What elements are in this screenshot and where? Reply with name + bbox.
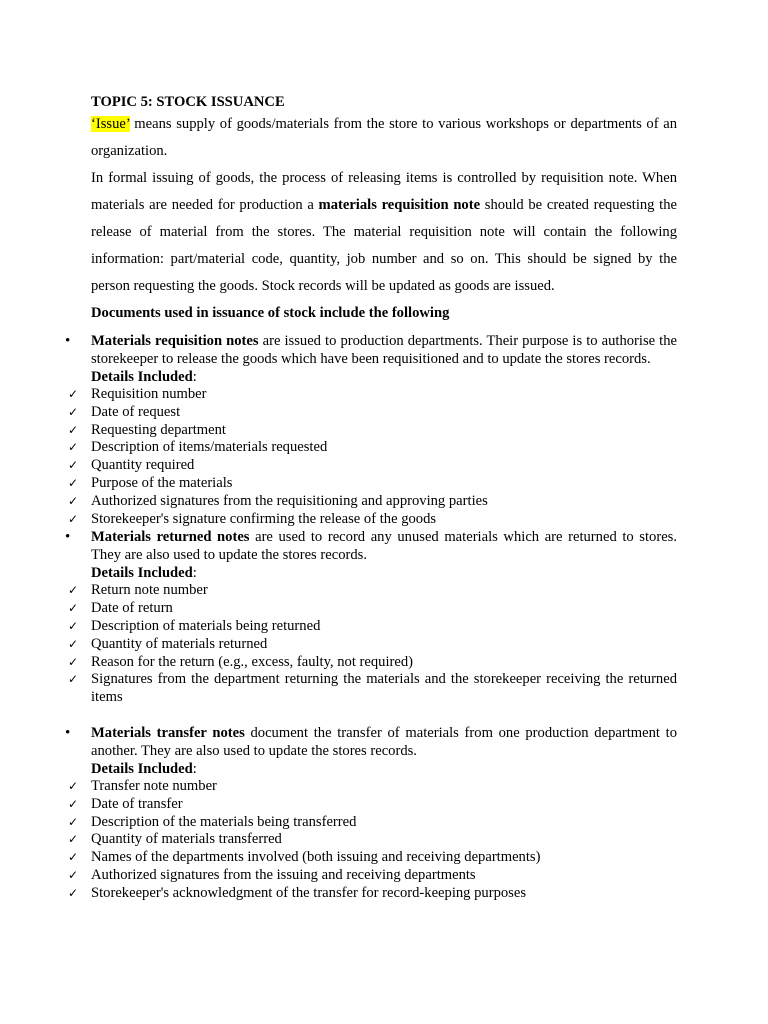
checkmark-icon: ✓ [68,475,79,490]
list-item [68,831,677,849]
details-included-label [91,564,677,582]
list-item [68,600,677,618]
requisition-notes-bullet [65,332,677,368]
formal-issuing-text-before: In formal issuing of goods, the process of releasing items is controlled by requisition note. When materials are needed for production a [91,170,677,213]
list-item-text: Requisition number [91,386,207,402]
list-item [68,582,677,600]
list-item-text: Description of the materials being transferred [91,813,357,830]
checkmark-icon: ✓ [68,511,79,526]
list-item [68,457,677,475]
bullet-icon: • [65,724,71,741]
list-item-text: Quantity of materials transferred [91,831,282,848]
list-item-text: Storekeeper's acknowledgment of the transfer for record-keeping purposes [91,884,527,901]
list-item-text: Date of transfer [91,795,183,812]
list-item-text: Reason for the return (e.g., excess, faulty, not required) [91,653,414,670]
list-item [68,403,677,422]
list-item [68,492,677,511]
list-item-text: Date of return [91,600,173,617]
list-item [68,795,677,814]
requisition-notes-term: Materials requisition notes [91,333,259,349]
checkmark-icon: ✓ [68,867,79,882]
list-item [68,474,677,493]
list-item [68,386,677,404]
checkmark-icon: ✓ [68,458,79,473]
formal-issuing-paragraph [91,165,677,300]
returned-notes-bullet [65,528,678,564]
checkmark-icon: ✓ [68,493,79,508]
page-title: TOPIC 5: STOCK ISSUANCE [91,94,285,110]
formal-issuing-text-after: should be created requesting the release of material from the stores. The material requisition note will contain the following information: part/material code, quantity, job number and so on. This should be signed by the person requesting the goods. Stock records will be updated as goods are issued. [91,197,677,294]
issue-term-highlight: ‘Issue’ [91,116,130,132]
checkmark-icon: ✓ [68,440,79,455]
checkmark-icon: ✓ [68,618,79,633]
list-item-text: Description of items/materials requested [91,439,328,456]
checkmark-icon: ✓ [68,387,79,401]
checkmark-icon: ✓ [68,885,79,900]
details-colon: : [192,760,197,777]
list-item [68,671,677,707]
checkmark-icon: ✓ [68,832,79,847]
transfer-notes-desc: document the transfer of materials from one production department to another. They are also used to update the stores records. [91,724,677,759]
returned-notes-term: Materials returned notes [91,529,250,546]
list-item [68,439,677,457]
list-item [68,635,677,654]
list-item [68,813,677,832]
list-item [68,884,677,903]
transfer-notes-bullet [65,724,677,760]
checkmark-icon: ✓ [68,814,79,829]
details-included-label [91,368,677,386]
document-content [65,93,678,903]
checkmark-icon: ✓ [68,583,79,598]
details-label-text: Details Included [91,369,193,385]
list-item-text: Quantity required [91,457,195,474]
requisition-notes-section [65,332,677,528]
checkmark-icon: ✓ [68,654,79,669]
checkmark-icon: ✓ [68,404,79,419]
list-item-text: Purpose of the materials [91,474,233,491]
list-item-text: Description of materials being returned [91,617,321,634]
list-item-text: Requesting department [91,421,226,438]
bullet-icon: • [65,333,71,349]
list-item-text: Transfer note number [91,777,217,794]
requisition-notes-desc: are issued to production departments. Their purpose is to authorise the storekeeper to release the goods which have been requisitioned and to update the stores records. [91,333,677,367]
list-item [68,777,677,796]
list-item-text: Signatures from the department returning the materials and the storekeeper receiving the returned items [91,671,677,706]
checkmark-icon: ✓ [68,778,79,793]
bullet-icon: • [65,529,71,546]
transfer-details-list [68,777,677,903]
list-item [68,653,677,672]
returned-details-list [68,582,677,707]
returned-notes-section [65,528,678,707]
list-item [68,510,677,529]
checkmark-icon: ✓ [68,636,79,651]
checkmark-icon: ✓ [68,850,79,865]
list-item-text: Names of the departments involved (both issuing and receiving departments) [91,849,541,866]
details-included-label [91,760,677,778]
requisition-details-list [68,386,677,528]
checkmark-icon: ✓ [68,422,79,437]
list-item [68,421,677,440]
issue-definition-text: means supply of goods/materials from the store to various workshops or departments of an organization. [91,116,677,159]
checkmark-icon: ✓ [68,672,79,687]
list-item-text: Quantity of materials returned [91,635,268,652]
formal-issuing-bold-term: materials requisition note [318,197,481,213]
details-colon: : [192,565,197,582]
returned-notes-desc: are used to record any unused materials which are returned to stores. They are also used to update the stores records. [91,529,678,564]
list-item-text: Storekeeper's signature confirming the release of the goods [91,510,437,527]
documents-heading: Documents used in issuance of stock include the following [91,305,450,321]
list-item [68,849,677,867]
list-item-text: Authorized signatures from the requisitioning and approving parties [91,492,488,509]
list-item-text: Date of request [91,403,181,420]
list-item-text: Return note number [91,582,208,599]
details-colon: : [192,369,197,385]
details-label-text: Details Included [91,565,193,582]
transfer-notes-section [65,724,677,903]
transfer-notes-term: Materials transfer notes [91,724,245,741]
checkmark-icon: ✓ [68,796,79,811]
details-label-text: Details Included [91,760,193,777]
issue-definition-paragraph [91,111,677,165]
list-item-text: Authorized signatures from the issuing and receiving departments [91,866,476,883]
list-item [68,617,677,636]
checkmark-icon: ✓ [68,601,79,616]
list-item [68,866,677,885]
